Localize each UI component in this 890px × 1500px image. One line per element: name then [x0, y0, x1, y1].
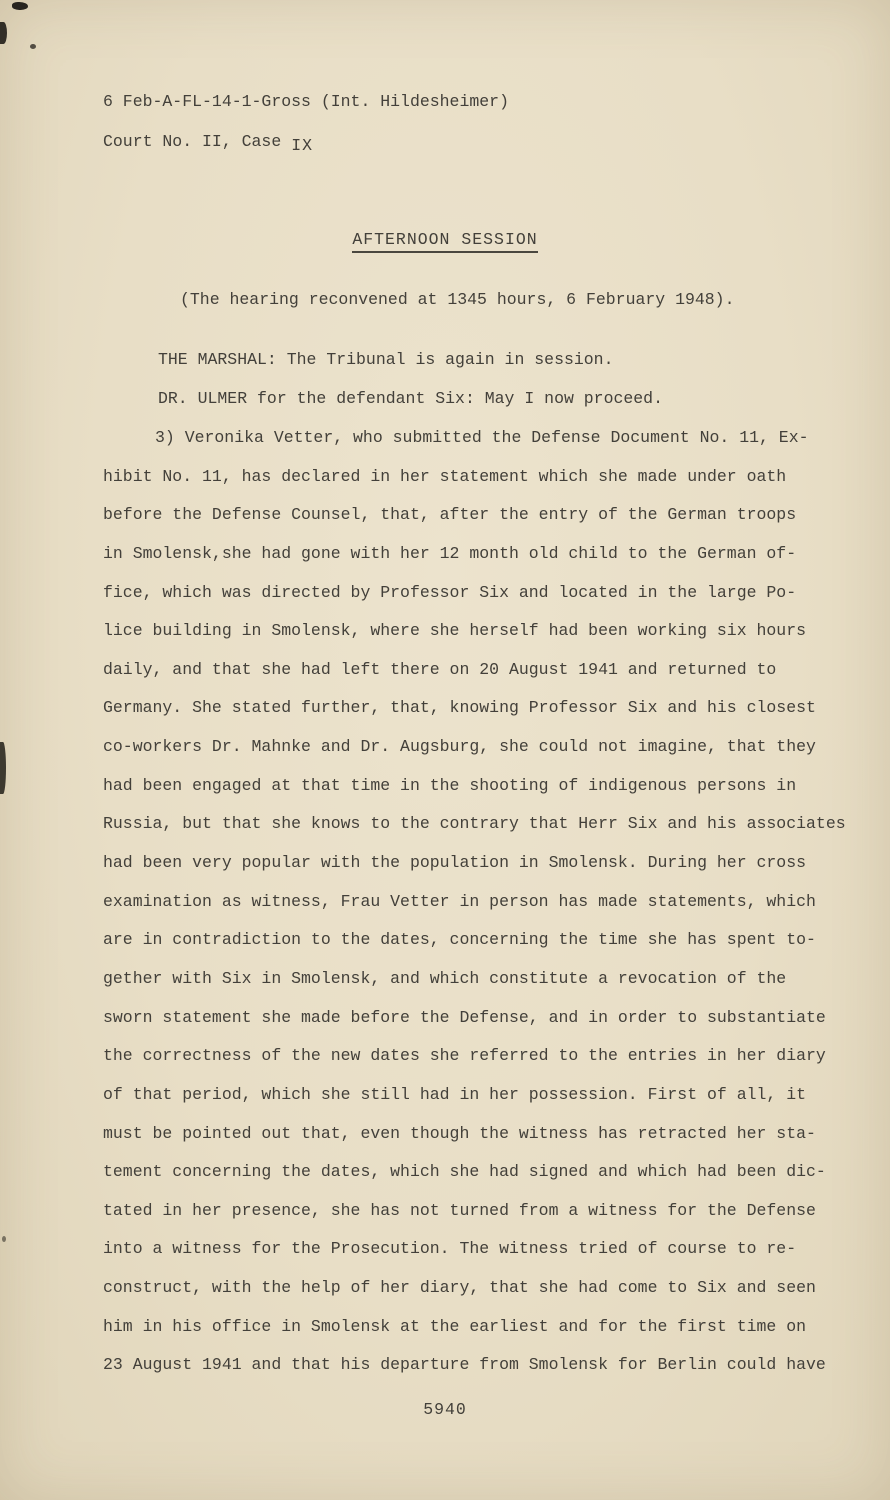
scan-artifact — [12, 2, 28, 10]
body-line: tement concerning the dates, which she had signed and which had been dic- — [103, 1162, 826, 1182]
body-line: fice, which was directed by Professor Six and located in the large Po- — [103, 582, 797, 602]
body-line: are in contradiction to the dates, concerning the time she has spent to- — [103, 930, 816, 950]
body-line: 3) Veronika Vetter, who submitted the Defense Document No. 11, Ex- — [155, 428, 809, 447]
body-line: had been very popular with the population in Smolensk. During her cross — [103, 853, 807, 873]
scan-artifact — [0, 742, 6, 794]
reconvene-line: (The hearing reconvened at 1345 hours, 6 February 1948). — [180, 290, 735, 309]
body-line: in Smolensk,she had gone with her 12 month old child to the German of- — [103, 543, 797, 563]
body-line: before the Defense Counsel, that, after the entry of the German troops — [103, 505, 797, 525]
body-line: construct, with the help of her diary, that she had come to Six and seen — [103, 1278, 816, 1298]
body-paragraph — [103, 428, 863, 1394]
header-line-reference: 6 Feb-A-FL-14-1-Gross (Int. Hildesheimer) — [103, 92, 509, 111]
case-number: IX — [291, 136, 314, 155]
body-line: daily, and that she had left there on 20 August 1941 and returned to — [103, 659, 777, 679]
body-line: of that period, which she still had in her possession. First of all, it — [103, 1084, 807, 1104]
ulmer-statement: DR. ULMER for the defendant Six: May I now proceed. — [158, 389, 663, 408]
scan-artifact — [0, 22, 7, 44]
body-line: him in his office in Smolensk at the earliest and for the first time on — [103, 1316, 807, 1336]
body-line: into a witness for the Prosecution. The witness tried of course to re- — [103, 1239, 797, 1259]
session-title: AFTERNOON SESSION — [352, 230, 537, 253]
body-line: must be pointed out that, even though the witness has retracted her sta- — [103, 1123, 816, 1143]
body-line: sworn statement she made before the Defense, and in order to substantiate — [103, 1007, 826, 1027]
document-header — [103, 92, 509, 172]
page-number: 5940 — [423, 1400, 467, 1419]
body-line: had been engaged at that time in the shooting of indigenous persons in — [103, 775, 797, 795]
body-line: lice building in Smolensk, where she herself had been working six hours — [103, 621, 807, 641]
body-line: Russia, but that she knows to the contrary that Herr Six and his associates — [103, 814, 846, 834]
court-case-label: Court No. II, Case — [103, 132, 282, 151]
body-line: Germany. She stated further, that, knowing Professor Six and his closest — [103, 698, 816, 718]
scan-artifact — [30, 44, 36, 49]
header-line-court — [103, 132, 509, 172]
session-title-row — [0, 230, 890, 253]
body-line: gether with Six in Smolensk, and which constitute a revocation of the — [103, 968, 787, 988]
body-line: 23 August 1941 and that his departure from Smolensk for Berlin could have — [103, 1355, 826, 1375]
body-line: the correctness of the new dates she referred to the entries in her diary — [103, 1046, 826, 1066]
body-line: tated in her presence, she has not turned from a witness for the Defense — [103, 1200, 816, 1220]
marshal-statement: THE MARSHAL: The Tribunal is again in session. — [158, 350, 614, 369]
scan-artifact — [2, 1236, 6, 1242]
body-line: examination as witness, Frau Vetter in person has made statements, which — [103, 891, 816, 911]
body-line: co-workers Dr. Mahnke and Dr. Augsburg, she could not imagine, that they — [103, 737, 816, 757]
body-line: hibit No. 11, has declared in her statement which she made under oath — [103, 466, 787, 486]
